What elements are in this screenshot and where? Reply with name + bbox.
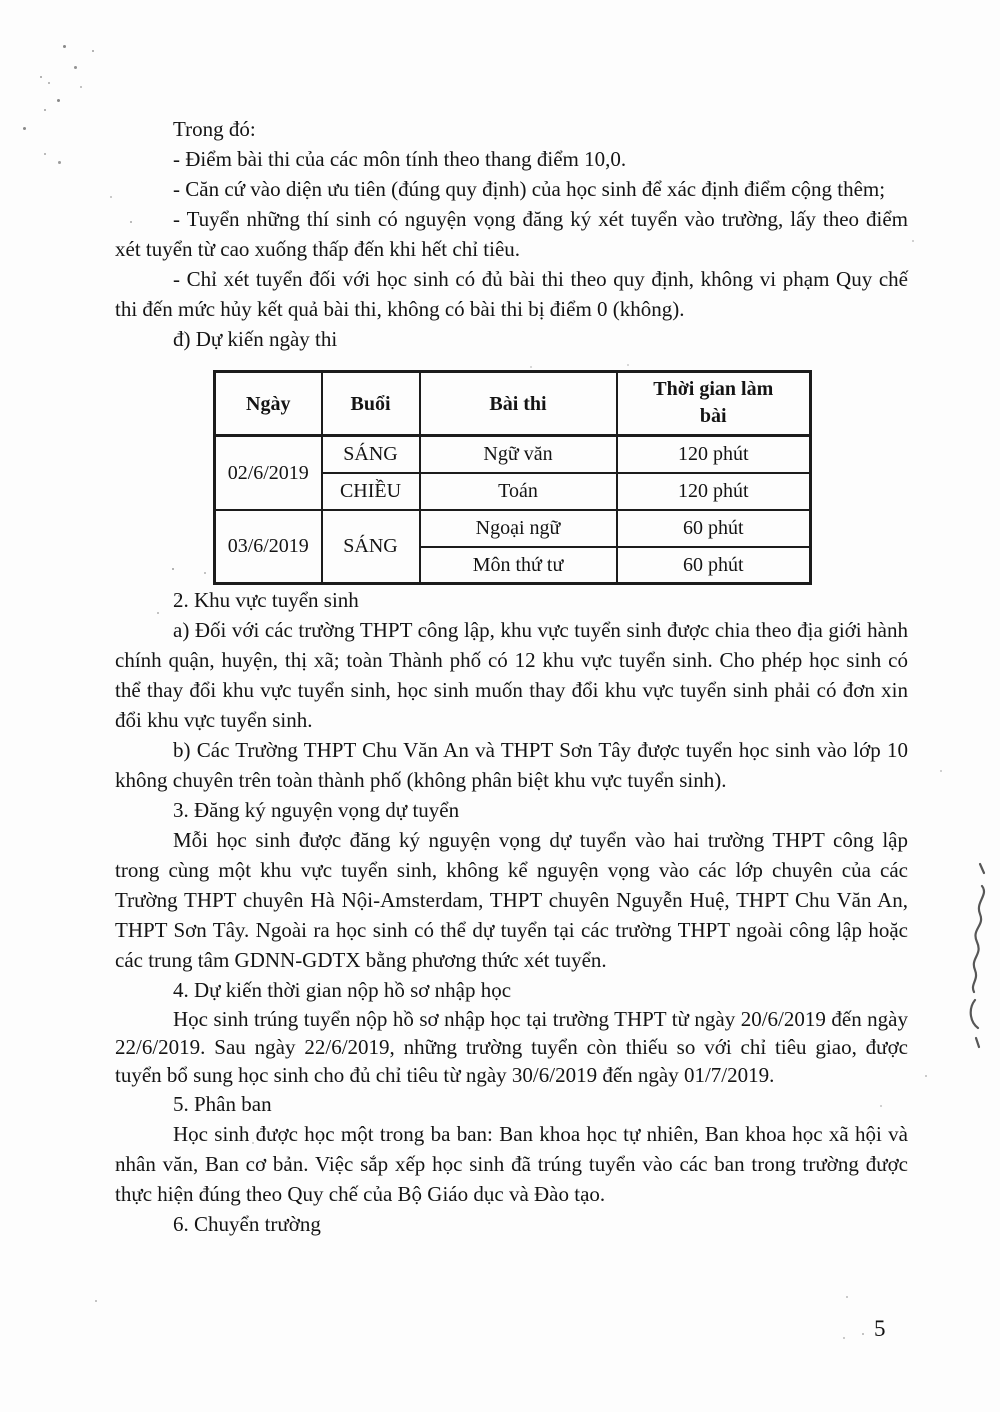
section-2-paragraph-b: b) Các Trường THPT Chu Văn An và THPT Sơn Tây được tuyển học sinh vào lớp 10 không chuyên trên toàn thành phố (không phân biệt khu vực tuyển sinh). (115, 738, 908, 792)
bullet-item-eligibility: - Chỉ xét tuyển đối với học sinh có đủ bài thi theo quy định, không vi phạm Quy chế thi đến mức hủy kết quả bài thi, không có bài thi bị điểm 0 (không). (115, 267, 908, 321)
bullet-item-scoring: - Điểm bài thi của các môn tính theo thang điểm 10,0. (173, 147, 627, 171)
section-6-title: 6. Chuyển trường (173, 1212, 321, 1236)
cell-date-2: 03/6/2019 (215, 510, 322, 584)
header-ngay: Ngày (215, 372, 322, 436)
header-thoi-gian (617, 372, 811, 436)
exam-date-heading: đ) Dự kiến ngày thi (173, 327, 338, 351)
section-2-paragraph-a: a) Đối với các trường THPT công lập, khu vực tuyển sinh được chia theo địa giới hành chính quận, huyện, thị xã; toàn Thành phố có 12 khu vực tuyển sinh. Cho phép học sinh có thể thay đổi khu vực tuyển sinh, học sinh muốn thay đổi khu vực tuyển sinh phải có đơn xin đổi khu vực tuyển sinh. (115, 618, 908, 732)
section-5-paragraph: Học sinh được học một trong ba ban: Ban khoa học tự nhiên, Ban khoa học xã hội và nhân văn, Ban cơ bản. Việc sắp xếp học sinh đã trúng tuyển vào các ban trong trường được thực hiện đúng theo Quy chế của Bộ Giáo dục và Đào tạo. (115, 1122, 908, 1206)
section-5-title: 5. Phân ban (173, 1092, 272, 1116)
cell-duration: 60 phút (617, 510, 811, 547)
cell-date-1: 02/6/2019 (215, 436, 322, 510)
cell-session: CHIỀU (322, 473, 420, 510)
document-body (115, 114, 908, 1239)
header-bai-thi: Bài thi (420, 372, 617, 436)
cell-duration: 120 phút (617, 473, 811, 510)
section-3-paragraph: Mỗi học sinh được đăng ký nguyện vọng dự tuyển vào hai trường THPT công lập trong cùng một khu vực tuyển sinh, không kể nguyện vọng vào các lớp chuyên của các Trường THPT chuyên Hà Nội-Amsterdam, THPT chuyên Nguyễn Huệ, THPT Chu Văn An, THPT Sơn Tây. Ngoài ra học sinh có thể dự tuyển tại các trường THPT ngoài công lập hoặc các trung tâm GDNN-GDTX bằng phương thức xét tuyển. (115, 828, 908, 972)
intro-lead: Trong đó: (173, 117, 256, 141)
margin-handwriting-mark (963, 860, 995, 1055)
cell-duration: 120 phút (617, 436, 811, 473)
cell-subject: Ngữ văn (420, 436, 617, 473)
header-buoi: Buổi (322, 372, 420, 436)
cell-duration: 60 phút (617, 547, 811, 584)
bullet-item-priority: - Căn cứ vào diện ưu tiên (đúng quy định) của học sinh để xác định điểm cộng thêm; (173, 177, 886, 201)
cell-session: SÁNG (322, 510, 420, 584)
cell-session: SÁNG (322, 436, 420, 473)
bullet-item-selection: - Tuyển những thí sinh có nguyện vọng đăng ký xét tuyển vào trường, lấy theo điểm xét tuyển từ cao xuống thấp đến khi hết chỉ tiêu. (115, 207, 908, 261)
section-3-title: 3. Đăng ký nguyện vọng dự tuyển (173, 798, 460, 822)
header-thoi-gian-label: Thời gian làm bài (653, 378, 774, 427)
section-4-title: 4. Dự kiến thời gian nộp hồ sơ nhập học (173, 978, 512, 1002)
exam-schedule-table (213, 370, 812, 585)
cell-subject: Ngoại ngữ (420, 510, 617, 547)
table-row (215, 510, 811, 547)
table-row (215, 436, 811, 473)
section-2-title: 2. Khu vực tuyển sinh (173, 588, 359, 612)
page-number: 5 (874, 1316, 886, 1341)
cell-subject: Toán (420, 473, 617, 510)
table-header-row (215, 372, 811, 436)
cell-subject: Môn thứ tư (420, 547, 617, 584)
section-4-paragraph: Học sinh trúng tuyển nộp hồ sơ nhập học tại trường THPT từ ngày 20/6/2019 đến ngày 22/6/2019. Sau ngày 22/6/2019, những trường tuyển còn thiếu so với chỉ tiêu giao, được tuyển bổ sung học sinh cho đủ chỉ tiêu từ ngày 30/6/2019 đến ngày 01/7/2019. (115, 1007, 908, 1087)
